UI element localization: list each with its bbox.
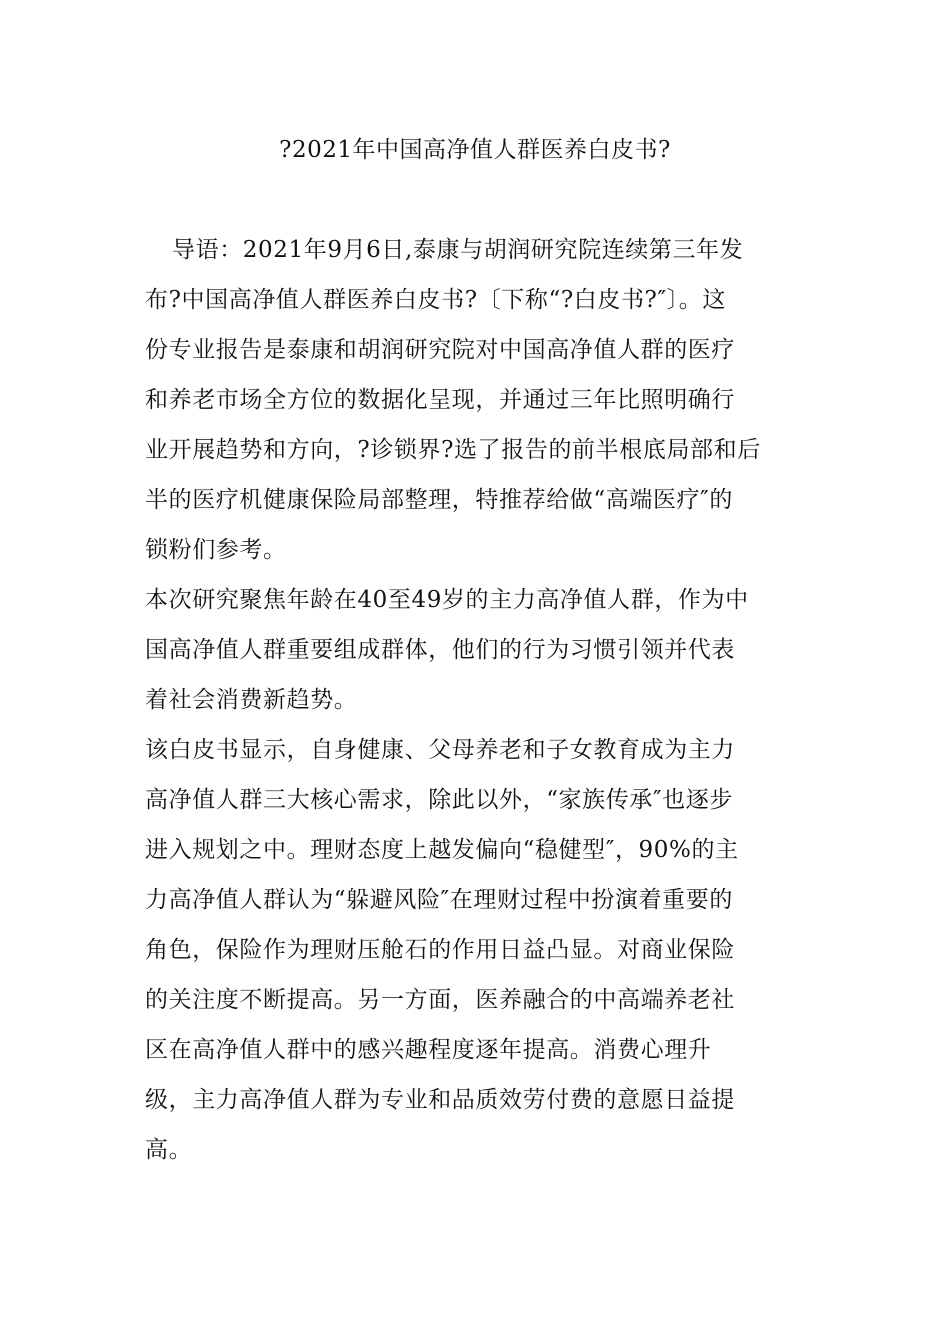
text-line: 导语：2021年9月6日,泰康与胡润研究院连续第三年发 — [172, 237, 744, 263]
text-line: 力高净值人群认为“躲避风险″在理财过程中扮演着重要的 — [145, 887, 733, 913]
text-line: 高净值人群三大核心需求，除此以外，“家族传承″也逐步 — [145, 787, 733, 813]
research-focus-paragraph — [145, 575, 815, 725]
text-line: 该白皮书显示，自身健康、父母养老和子女教育成为主力 — [145, 737, 735, 763]
text-line: 进入规划之中。理财态度上越发偏向“稳健型″，90%的主 — [145, 837, 739, 863]
text-line: 级，主力高净值人群为专业和品质效劳付费的意愿日益提 — [145, 1087, 735, 1113]
document-body — [145, 225, 815, 1175]
text-line: 着社会消费新趋势。 — [145, 687, 358, 713]
text-line: 角色，保险作为理财压舱石的作用日益凸显。对商业保险 — [145, 937, 735, 963]
text-line: 业开展趋势和方向，?诊锁界?选了报告的前半根底局部和后 — [145, 437, 761, 463]
text-line: 布?中国高净值人群医养白皮书?〔下称“?白皮书?″〕。这 — [145, 287, 726, 313]
text-line: 区在高净值人群中的感兴趣程度逐年提高。消费心理升 — [145, 1037, 712, 1063]
text-line: 的关注度不断提高。另一方面，医养融合的中高端养老社 — [145, 987, 735, 1013]
document-title: ?2021年中国高净值人群医养白皮书? — [279, 137, 671, 163]
text-line: 高。 — [145, 1137, 193, 1163]
text-line: 份专业报告是泰康和胡润研究院对中国高净值人群的医疗 — [145, 337, 735, 363]
findings-paragraph — [145, 725, 815, 1175]
text-line: 锁粉们参考。 — [145, 537, 287, 563]
text-line: 半的医疗机健康保险局部整理，特推荐给做“高端医疗″的 — [145, 487, 733, 513]
text-line: 国高净值人群重要组成群体，他们的行为习惯引领并代表 — [145, 637, 735, 663]
intro-paragraph — [145, 225, 815, 575]
text-line: 本次研究聚焦年龄在40至49岁的主力高净值人群，作为中 — [145, 587, 749, 613]
text-line: 和养老市场全方位的数据化呈现，并通过三年比照明确行 — [145, 387, 735, 413]
